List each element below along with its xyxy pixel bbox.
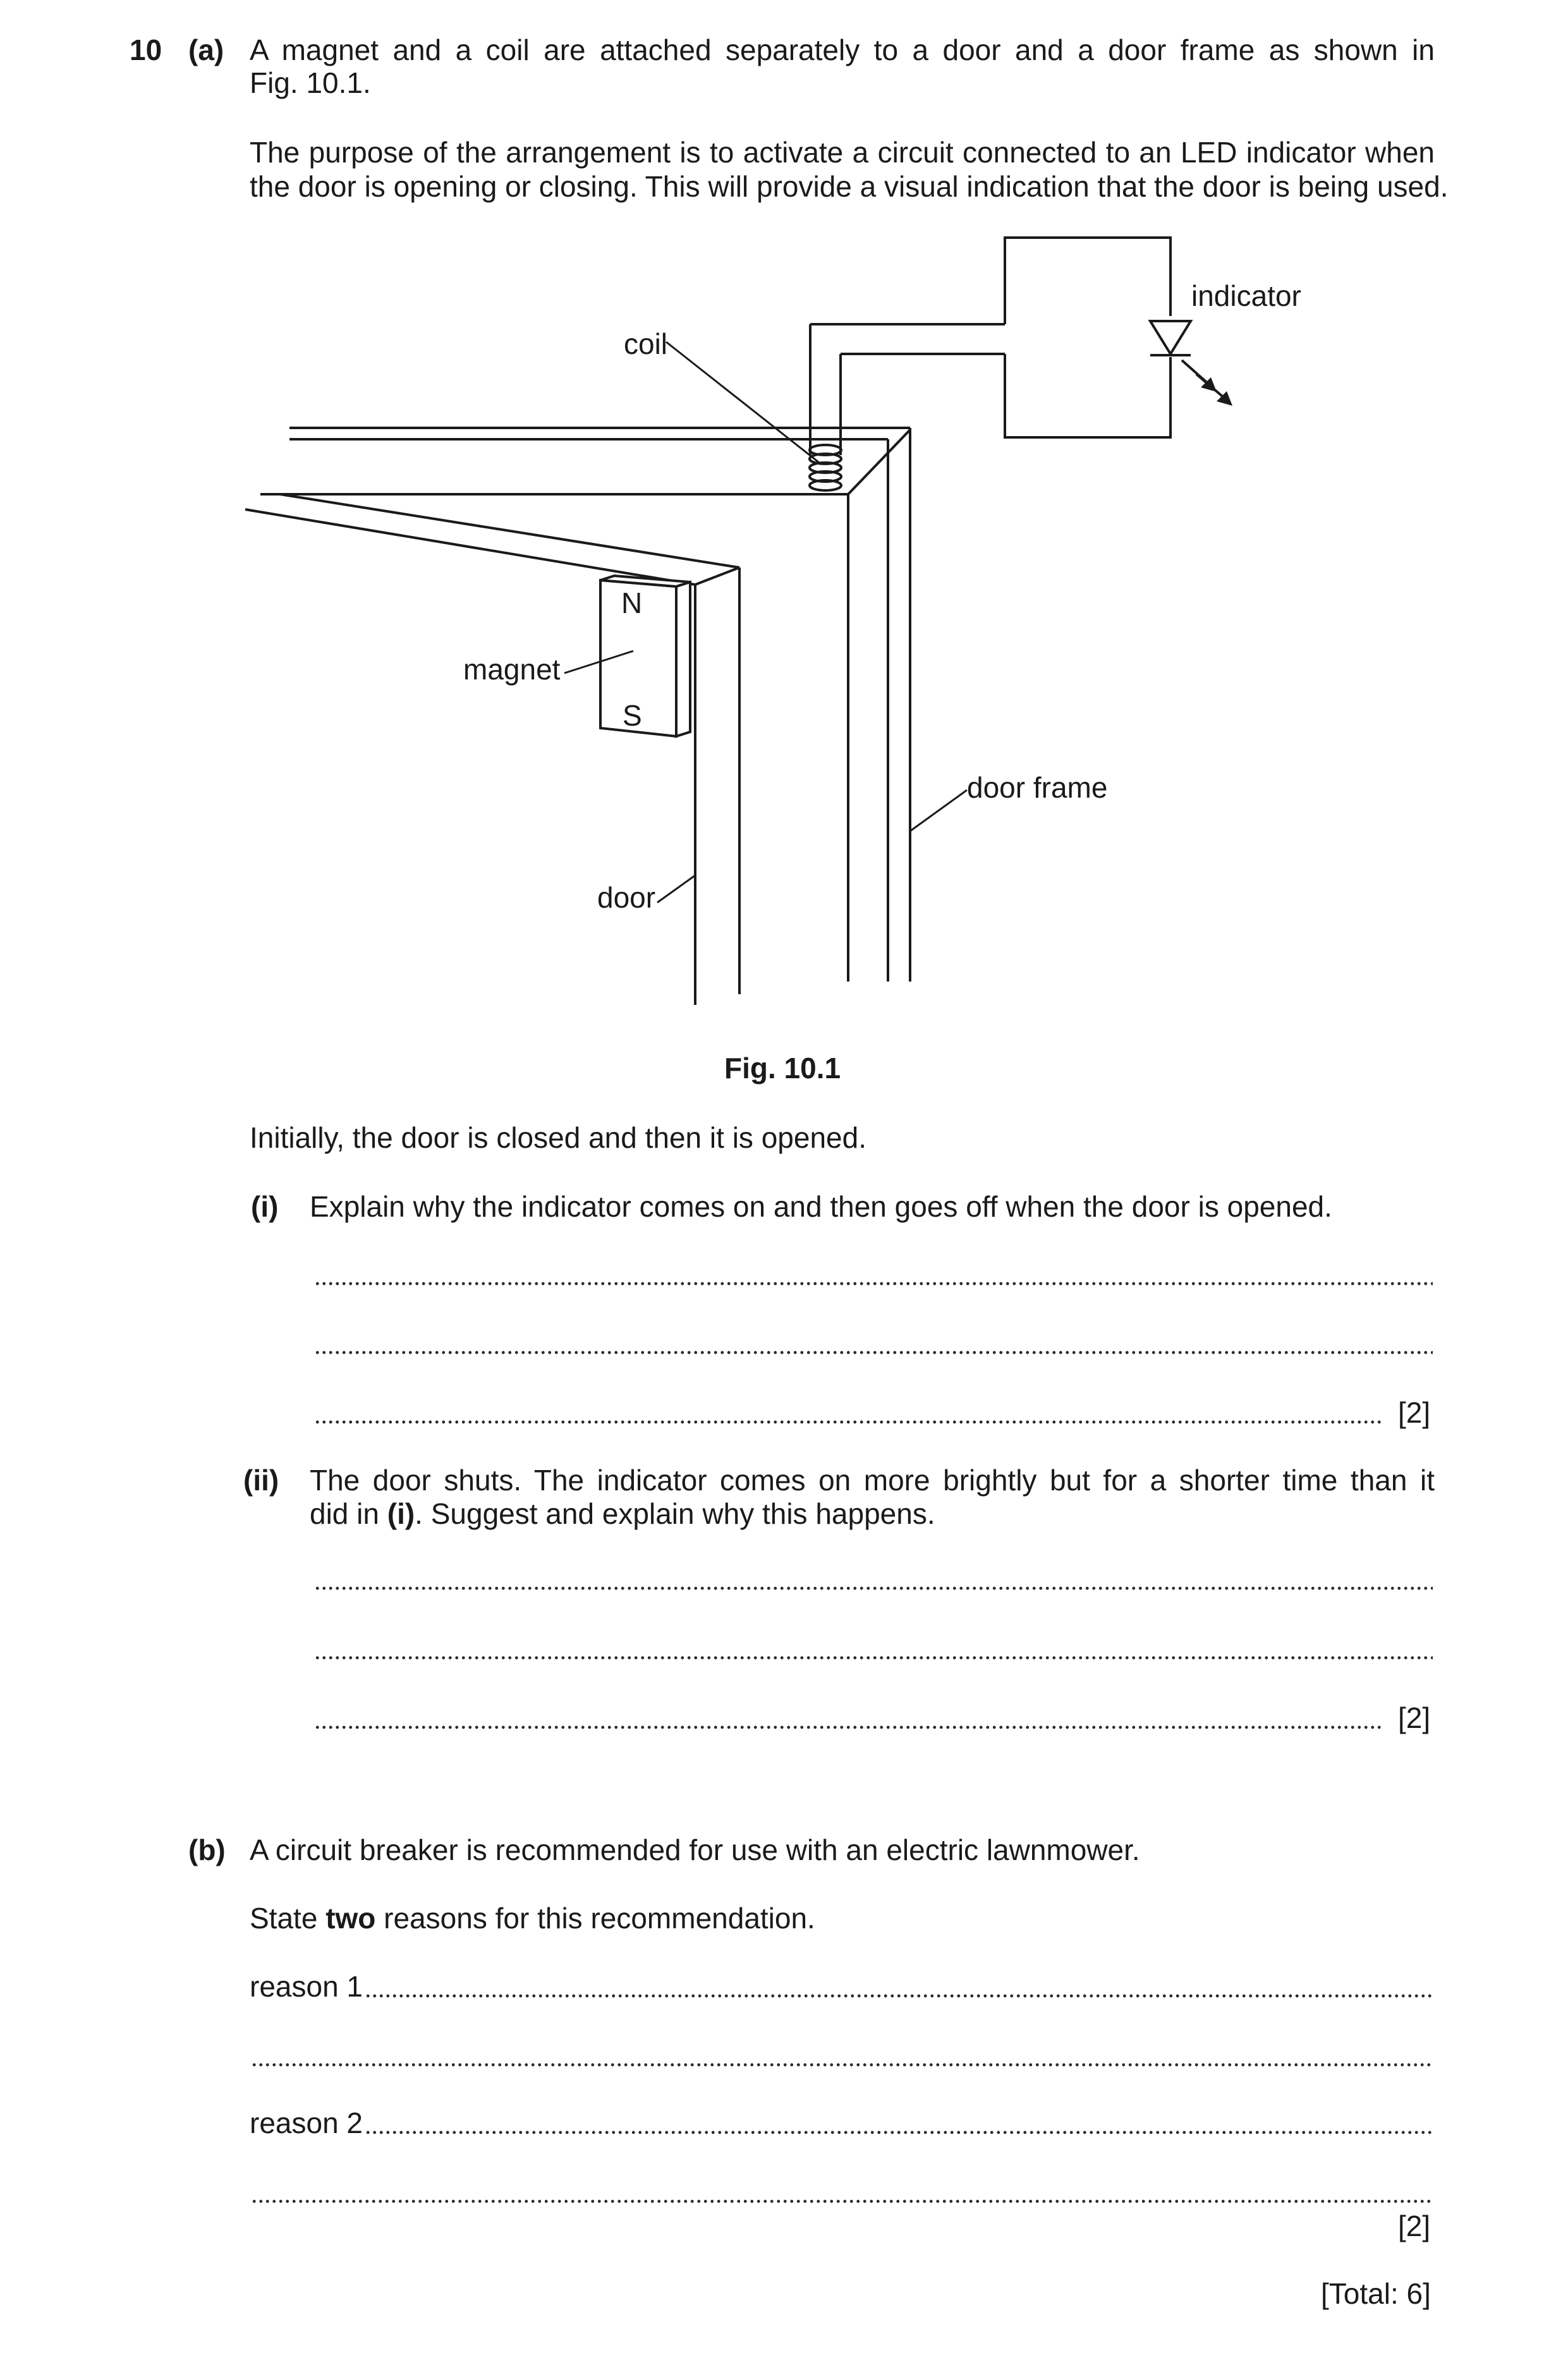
- magnet-side: [676, 582, 690, 736]
- question-number: 10: [130, 33, 162, 66]
- label-magnet-north: N: [621, 587, 643, 619]
- sub-ii-ref: (i): [387, 1497, 415, 1530]
- label-magnet: magnet: [463, 653, 561, 686]
- part-a-intro-line2: Fig. 10.1.: [250, 66, 371, 99]
- label-indicator: indicator: [1191, 279, 1301, 312]
- part-b-instruction: State two reasons for this recommendation.: [250, 1902, 815, 1935]
- answer-line-ii-1[interactable]: [314, 1586, 1433, 1590]
- part-a-intro-line1: A magnet and a coil are attached separately to a door and a door frame as shown in: [250, 33, 1435, 66]
- part-b-statement: A circuit breaker is recommended for use with an electric lawnmower.: [250, 1833, 1140, 1866]
- sub-ii-label: (ii): [243, 1464, 279, 1497]
- sub-ii-marks: [2]: [1398, 1701, 1431, 1734]
- part-b-label: (b): [188, 1833, 226, 1866]
- figure-caption: Fig. 10.1: [724, 1052, 841, 1085]
- reason-2-line-2[interactable]: [251, 2199, 1433, 2203]
- figure-10-1-diagram: [0, 0, 1568, 1074]
- door-leader: [657, 875, 695, 903]
- answer-line-i-2[interactable]: [314, 1351, 1433, 1354]
- reason-1-label: reason 1: [250, 1970, 363, 2003]
- circuit-bottom-wire: [1005, 354, 1170, 437]
- answer-line-i-3[interactable]: [314, 1420, 1383, 1424]
- sub-ii-question-line1: The door shuts. The indicator comes on more brightly but for a shorter time than it: [310, 1464, 1435, 1497]
- door-top-edge-inner: [280, 494, 739, 568]
- door-top-edge-outer: [245, 509, 695, 585]
- label-coil: coil: [624, 327, 668, 360]
- door-top-corner: [695, 568, 739, 585]
- sub-i-label: (i): [251, 1190, 279, 1223]
- total-marks: [Total: 6]: [1321, 2277, 1431, 2310]
- answer-line-i-1[interactable]: [314, 1282, 1433, 1286]
- initial-statement: Initially, the door is closed and then it is opened.: [250, 1121, 866, 1154]
- sub-i-question: Explain why the indicator comes on and then goes off when the door is opened.: [310, 1190, 1332, 1223]
- circuit-top-wire: [1005, 238, 1170, 324]
- label-magnet-south: S: [623, 699, 642, 732]
- sub-i-marks: [2]: [1398, 1396, 1431, 1429]
- reason-2-label: reason 2: [250, 2107, 363, 2139]
- led-triangle: [1150, 321, 1191, 354]
- part-b-marks: [2]: [1398, 2210, 1431, 2242]
- reason-2-line-1[interactable]: [365, 2131, 1433, 2134]
- reason-1-line-1[interactable]: [365, 1994, 1433, 1998]
- door-frame-leader: [910, 790, 967, 831]
- reason-1-line-2[interactable]: [251, 2063, 1433, 2067]
- answer-line-ii-3[interactable]: [314, 1725, 1383, 1729]
- part-a-purpose-line2: the door is opening or closing. This will provide a visual indication that the door is being used.: [250, 170, 1449, 203]
- sub-ii-question-line2: did in (i). Suggest and explain why this happens.: [310, 1497, 935, 1530]
- part-a-label: (a): [188, 33, 224, 66]
- label-door-frame: door frame: [967, 771, 1108, 804]
- coil-leader: [666, 342, 822, 465]
- part-a-purpose-line1: The purpose of the arrangement is to activate a circuit connected to an LED indicator when: [250, 136, 1435, 169]
- answer-line-ii-2[interactable]: [314, 1656, 1433, 1660]
- label-door: door: [597, 881, 656, 914]
